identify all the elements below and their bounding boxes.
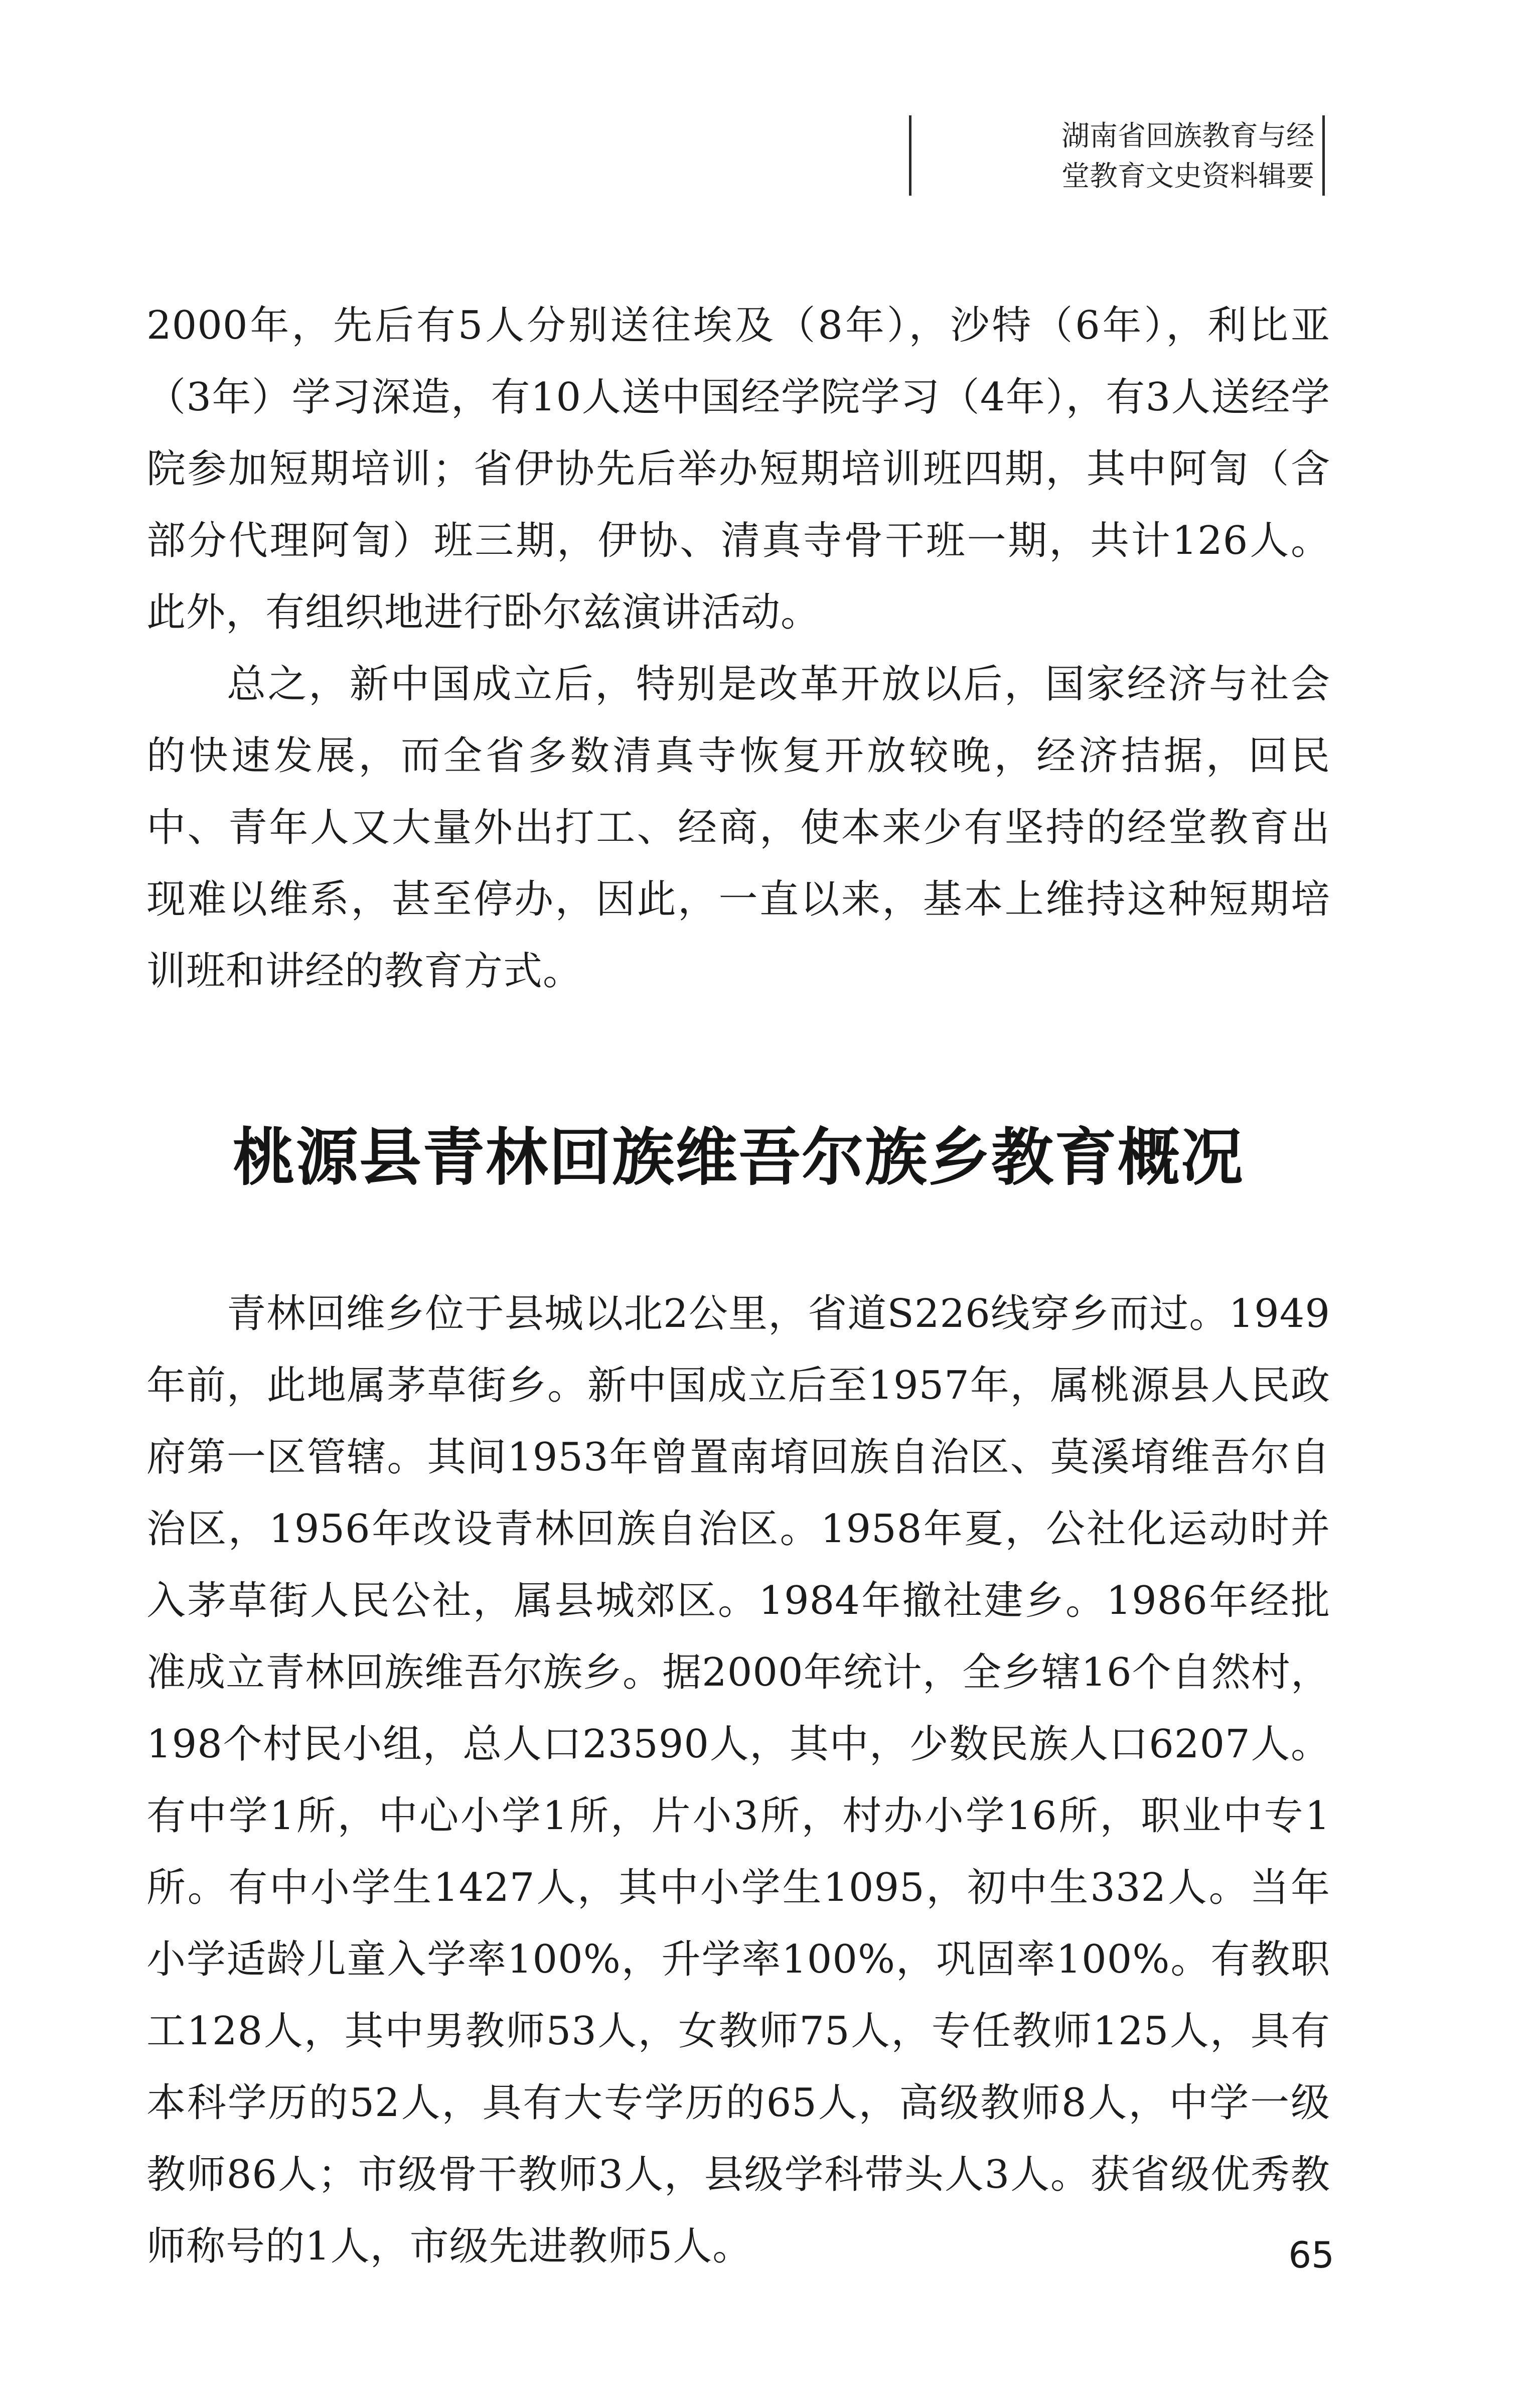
header-divider-left [909,115,911,196]
header-title [918,116,1314,197]
header-divider-right [1322,115,1325,196]
header-title-line1: 湖南省回族教育与经 [1061,120,1314,153]
header-title-line2: 堂教育文史资料辑要 [1061,160,1314,193]
page-number: 65 [1288,2234,1334,2276]
body-paragraph-2: 总之，新中国成立后，特别是改革开放以后，国家经济与社会的快速发展，而全省多数清真寺恢复开放较晚，经济拮据，回民中、青年人又大量外出打工、经商，使本来少有坚持的经堂教育出现难以维系，甚至停办，因此，一直以来，基本上维持这种短期培训班和讲经的教育方式。 [146,662,1330,994]
body-paragraph-1: 2000年，先后有5人分别送往埃及（8年），沙特（6年），利比亚（3年）学习深造，有10人送中国经学院学习（4年），有3人送经学院参加短期培训；省伊协先后举办短期培训班四期，其中阿訇（含部分代理阿訇）班三期，伊协、清真寺骨干班一期，共计126人。此外，有组织地进行卧尔兹演讲活动。 [146,303,1330,635]
section-heading: 桃源县青林回族维吾尔族乡教育概况 [232,1121,1244,1194]
body-paragraph-3: 青林回维乡位于县城以北2公里，省道S226线穿乡而过。1949年前，此地属茅草街乡。新中国成立后至1957年，属桃源县人民政府第一区管辖。其间1953年曾置南堉回族自治区、莫溪堉维吾尔自治区，1956年改设青林回族自治区。1958年夏，公社化运动时并入茅草街人民公社，属县城郊区。1984年撤社建乡。1986年经批准成立青林回族维吾尔族乡。据2000年统计，全乡辖16个自然村，198个村民小组，总人口23590人，其中，少数民族人口6207人。有中学1所，中心小学1所，片小3所，村办小学16所，职业中专1所。有中小学生1427人，其中小学生1095，初中生332人。当年小学适龄儿童入学率100%，升学率100%，巩固率100%。有教职工128人，其中男教师53人，女教师75人，专任教师125人，具有本科学历的52人，具有大专学历的65人，高级教师8人，中学一级教师86人；市级骨干教师3人，县级学科带头人3人。获省级优秀教师称号的1人，市级先进教师5人。 [146,1291,1330,2269]
